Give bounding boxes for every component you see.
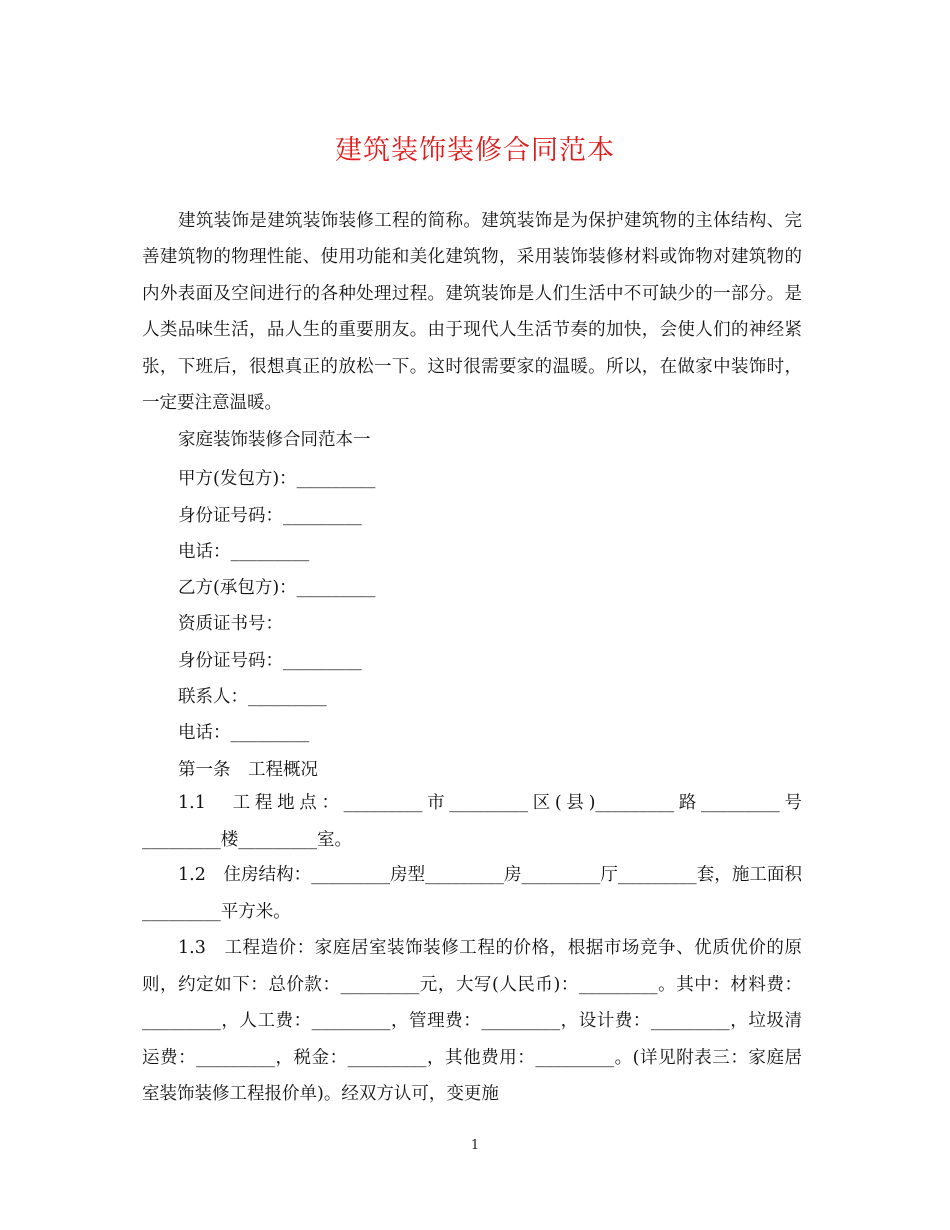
party-b-phone-field: 电话：_________ — [178, 723, 310, 743]
clause-1-3: 1.3 工程造价：家庭居室装饰装修工程的价格，根据市场竞争、优质优价的原则，约定如下：总价款：_________元，大写(人民币)：_________。其中：材料费：_________，人工费：_________，管理费：_________，设计费：_________，垃圾清运费：_________，税金：_________，其他费用：_________。(详见附表三：家庭居室装饰装修工程报价单)。经双方认可，变更施 — [142, 938, 802, 1104]
contact-person-field: 联系人：_________ — [178, 687, 327, 707]
party-a-phone-field: 电话：_________ — [178, 542, 310, 562]
contract-subtitle: 家庭装饰装修合同范本一 — [178, 430, 371, 450]
page-number: 1 — [470, 1138, 480, 1153]
party-b-id-field: 身份证号码：_________ — [178, 651, 362, 671]
clause-1-2: 1.2 住房结构：_________房型_________房_________厅_________套，施工面积_________平方米。 — [142, 865, 802, 922]
document-title: 建筑装饰装修合同范本 — [335, 135, 615, 166]
clause-1-1: 1.1 工程地点：_________市_________区(县)_________路_________号_________楼_________室。 — [142, 793, 802, 850]
qualification-cert-field: 资质证书号： — [178, 614, 283, 634]
party-a-id-field: 身份证号码：_________ — [178, 506, 362, 526]
party-b-field: 乙方(承包方)：_________ — [178, 578, 376, 598]
article-1-heading: 第一条 工程概况 — [178, 760, 318, 780]
intro-paragraph: 建筑装饰是建筑装饰装修工程的简称。建筑装饰是为保护建筑物的主体结构、完善建筑物的物理性能、使用功能和美化建筑物，采用装饰装修材料或饰物对建筑物的内外表面及空间进行的各种处理过程。建筑装饰是人们生活中不可缺少的一部分。是人类品味生活，品人生的重要朋友。由于现代人生活节奏的加快，会使人们的神经紧张，下班后，很想真正的放松一下。这时很需要家的温暖。所以，在做家中装饰时，一定要注意温暖。 — [142, 211, 802, 414]
party-a-field: 甲方(发包方)：_________ — [178, 469, 376, 489]
